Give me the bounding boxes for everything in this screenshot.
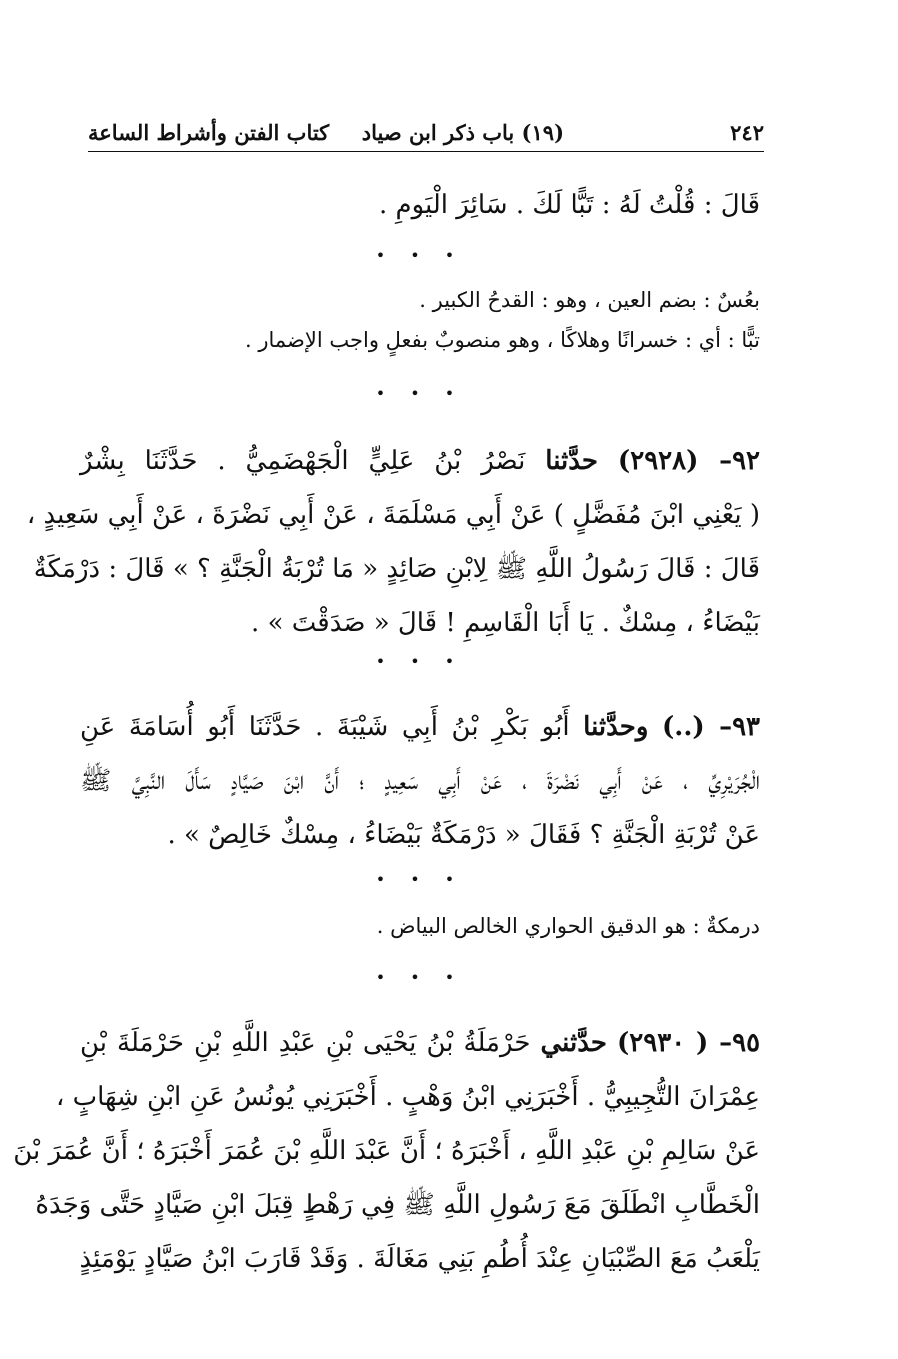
hadith-92	[26, 434, 761, 650]
hadith-line: عِمْرَانَ التُّجِيبِيُّ . أَخْبَرَنِي ابْنُ وَهْبٍ . أَخْبَرَنِي يُونُسُ عَنِ ابْنِ شِهَابٍ ،	[55, 1082, 760, 1112]
hadith-line: بَيْضَاءُ ، مِسْكٌ . يَا أَبَا الْقَاسِمِ ! قَالَ « صَدَقْتَ » .	[251, 608, 760, 638]
header-rule	[88, 151, 764, 152]
hadith-line	[80, 700, 760, 754]
opening-line-block	[80, 178, 760, 232]
hadith-text: حَرْمَلَةُ بْنُ يَحْيَى بْنِ عَبْدِ اللَّهِ بْنِ حَرْمَلَةَ بْنِ	[80, 1028, 531, 1058]
note-line: تبًّا : أي : خسرانًا وهلاكًا ، وهو منصوبٌ بفعلٍ واجب الإضمار .	[245, 328, 760, 352]
hadith-lead: حدَّثني	[540, 1028, 607, 1058]
book-title: كتاب الفتن وأشراط الساعة	[88, 120, 330, 145]
hadith-93	[80, 700, 760, 862]
hadith-lead: حدَّثنا	[545, 446, 598, 476]
notes-block-1	[80, 280, 760, 360]
opening-line: قَالَ : قُلْتُ لَهُ : تَبًّا لَكَ . سَائِرَ الْيَومِ .	[378, 190, 760, 220]
hadith-line	[80, 434, 760, 488]
separator-dots: • • •	[375, 246, 465, 265]
hadith-number: ٩٣– (..)	[662, 712, 761, 742]
hadith-line: يَلْعَبُ مَعَ الصِّبْيَانِ عِنْدَ أُطُمِ بَنِي مَغَالَةَ . وَقَدْ قَارَبَ ابْنُ صَيَّادٍ يَوْمَئِذٍ	[79, 1244, 760, 1274]
separator-dots: • • •	[375, 652, 465, 671]
notes-block-2	[80, 906, 760, 946]
note-line: بعُسٌ : بضم العين ، وهو : القدحُ الكبير .	[419, 288, 760, 312]
hadith-lead: وحدَّثنا	[583, 712, 649, 742]
separator-dots: • • •	[375, 968, 465, 987]
hadith-line: قَالَ : قَالَ رَسُولُ اللَّهِ ﷺ لِابْنِ صَائِدٍ « مَا تُرْبَةُ الْجَنَّةِ ؟ » قَالَ : دَرْمَكَةٌ	[33, 554, 760, 584]
page-number: ٢٤٢	[730, 120, 764, 145]
hadith-text: نَصْرُ بْنُ عَلِيٍّ الْجَهْضَمِيُّ . حَدَّثَنَا بِشْرٌ	[80, 446, 526, 476]
running-header	[88, 118, 764, 152]
hadith-number: ٩٥– ( ٢٩٣٠)	[616, 1028, 761, 1058]
hadith-line: عَنْ سَالِمِ بْنِ عَبْدِ اللَّهِ ، أَخْبَرَهُ ؛ أَنَّ عَبْدَ اللَّهِ بْنَ عُمَرَ أَخْبَرَهُ ؛ أَنَّ عُمَرَ بْنَ	[13, 1136, 760, 1166]
chapter-title: (١٩) باب ذكر ابن صياد	[361, 120, 564, 145]
hadith-95	[13, 1016, 761, 1286]
separator-dots: • • •	[375, 384, 465, 403]
hadith-line	[80, 1016, 760, 1070]
hadith-text: أَبُو بَكْرِ بْنُ أَبِي شَيْبَةَ . حَدَّثَنَا أَبُو أُسَامَةَ عَنِ	[80, 712, 570, 742]
note-line: درمكةٌ : هو الدقيق الحواري الخالص البياض .	[376, 914, 760, 938]
hadith-number: ٩٢– (٢٩٢٨)	[617, 446, 761, 476]
hadith-line: عَنْ تُرْبَةِ الْجَنَّةِ ؟ فَقَالَ « دَرْمَكَةٌ بَيْضَاءُ ، مِسْكٌ خَالِصٌ » .	[167, 820, 760, 850]
hadith-line: ( يَعْنِي ابْنَ مُفَضَّلٍ ) عَنْ أَبِي مَسْلَمَةَ ، عَنْ أَبِي نَضْرَةَ ، عَنْ أَبِي سَعِيدٍ ،	[26, 500, 760, 530]
hadith-line: الْجُرَيْرِيِّ ، عَنْ أَبِي نَضْرَةَ ، عَنْ أَبِي سَعِيدٍ ؛ أَنَّ ابْنَ صَيَّادٍ سَأَلَ النَّبِيَّ ﷺ	[80, 766, 760, 796]
separator-dots: • • •	[375, 870, 465, 889]
hadith-line: الْخَطَّابِ انْطَلَقَ مَعَ رَسُولِ اللَّهِ ﷺ فِي رَهْطٍ قِبَلَ ابْنِ صَيَّادٍ حَتَّى وَجَدَهُ	[35, 1190, 760, 1220]
